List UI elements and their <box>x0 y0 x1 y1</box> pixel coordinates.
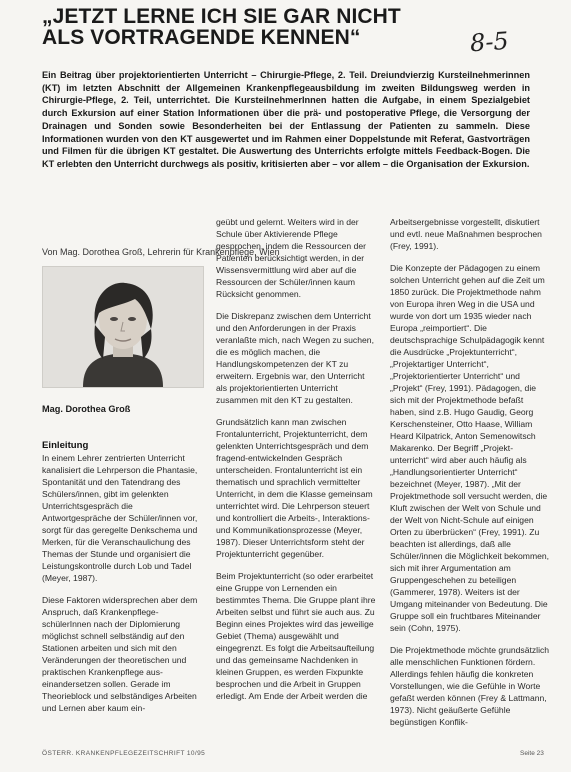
paragraph: Die Diskrepanz zwischen dem Unterricht und den Anforderungen in der Praxis veranlaßte mich, nach Wegen zu suchen, die es möglich machen, die Handlungskompetenzen der KT zu erweitern. Ergebnis war, den Unterricht als projektorientierten Unterricht zusammen mit den KT zu gestalten. <box>216 311 374 405</box>
paragraph: Beim Projektunterricht (so oder erarbeitet eine Gruppe von Lernenden ein bestimmtes Thema. Die Gruppe plant ihre Arbeiten selbst und führt sie auch aus. Zu Beginn eines Projektes wird das jeweilige Gebiet (Thema) ausgewählt und eingegrenzt. Es folgt die Arbeitsaufteilung und das gemeinsame Nachdenken in kleinen Gruppen, es werden Fixpunkte besprochen und die Arbeit in Gruppen erledigt. Am Ende der Arbeit werden die <box>216 571 376 701</box>
author-photo <box>42 266 204 388</box>
section-heading: Einleitung <box>42 440 89 451</box>
publication-footer: ÖSTERR. KRANKENPFLEGEZEITSCHRIFT 10/95 <box>42 750 206 757</box>
column-3 <box>390 216 550 738</box>
photo-caption: Mag. Dorothea Groß <box>42 404 131 414</box>
paragraph: Die Projektmethode möchte grundsätzlich alle menschlichen Funktionen fördern. Allerdings fehlen häufig die konkreten Vorstellungen, wie die Gefühle in Worte gefaßt werden können (Frey & Lattmann, 1973). Nicht geäußerte Gefühle begünstigen Konflik- <box>390 645 550 727</box>
column-2 <box>216 216 376 712</box>
column-1 <box>42 440 202 724</box>
page-number: Seite 23 <box>520 750 544 757</box>
paragraph: Grundsätzlich kann man zwischen Frontalunterricht, Projektunterricht, dem gelenkten Unterrichtsgespräch und dem fragend-entwickelnden Gespräch unterscheiden. Frontalunterricht ist ein thematisch und sprachlich vermittelter Unterricht, in dem die Klasse gemeinsam unterrichtet wird. Die Lehrperson steuert und kontrolliert die Arbeits-, Interaktions- und Kommunikationsprozesse (Meyer, 1987). Dieser Unterrichtsform steht der Projektunterricht gegenüber. <box>216 417 373 559</box>
handwritten-note: 8-5 <box>469 26 510 58</box>
portrait-image <box>43 267 203 387</box>
lead-paragraph: Ein Beitrag über projektorientierten Unterricht – Chirurgie-Pflege, 2. Teil. Dreiundvierzig Kursteilnehmerinnen (KT) im letzten Abschnitt der Allgemeinen Krankenpflegeausbildung im zweiten Bildungsweg werden in Chirurgie-Pflege, 2. Teil, unterrichtet. Die KursteilnehmerInnen hatten die Aufgabe, in einem Spezialgebiet durch Exkursion auf einer Station Informationen über die prä- und postoperative Pflege, die Versorgung der Drainagen und Sonden sowie Besonderheiten bei der Entlassung der Patienten zu sammeln. Diese Informationen wurden von den KT ausgewertet und im Rahmen einer Doppelstunde mit Referat, Gastvorträgen und Filmen für die übrigen KT gestaltet. Die Auswertung des Unterrichts erfolgte mittels Feedback-Bogen. Die KT erlebten den Unterricht durchwegs als positiv, kritisierten aber – vor allem – die Organisation der Exkursion. <box>42 70 530 169</box>
article-title: „JETZT LERNE ICH SIE GAR NICHT ALS VORTRAGENDE KENNEN“ <box>42 5 401 50</box>
paragraph: In einem Lehrer zentrierten Unterricht kanalisiert die Lehrperson die Phantasie, Spontanität und den Tatendrang des Schülers/innen, gibt im gelenkten Unterrichtsgespräch die Antwortgespräche der Schüler/innen vor, sorgt für das geregelte Denkschema und Merken, für die Veranschaulichung des Themas der Stunde und organisiert die Leistungskontrolle durch Lob und Tadel (Meyer, 1987). <box>42 453 198 583</box>
paragraph: geübt und gelernt. Weiters wird in der Schule über Aktivierende Pflege gesprochen, indem die Ressourcen der Patienten berücksichtigt werden, in der Wissensvermittlung wird aber auf die Ressourcen der Schüler/innen kaum Rücksicht genommen. <box>216 217 367 299</box>
paragraph: Diese Faktoren widersprechen aber dem Anspruch, daß Krankenpflege-schülerInnen nach der Diplomierung möglichst schnell selbständig auf den Stationen arbeiten und sich mit den Veränderungen der theoretischen und praktischen Krankenpflege aus-einandersetzen sollen. Gerade im Theorieblock und selbständiges Arbeiten und Lernen aber kaum ein- <box>42 595 198 713</box>
paragraph: Arbeitsergebnisse vorgestellt, diskutiert und evtl. neue Maßnahmen besprochen (Frey, 1991). <box>390 217 542 251</box>
paragraph: Die Konzepte der Pädagogen zu einem solchen Unterricht gehen auf die Zeit um 1850 zurück. Die Projektmethode nahm von Europa ihren Weg in die USA und wurde von dort um 1935 wieder nach Europa „reimportiert“. Die deutschsprachige Schulpädagogik kennt die Ausdrücke „Projektunterricht“, „Projektartiger Unterricht“, „Projektorientierter Unterricht“ und „Projekt“ (Frey, 1991). Pädagogen, die sich mit der Projektmethode befaßt haben, sind z.B. Hugo Gaudig, Georg Kerschensteiner, Otto Haase, William Heard Kilpatrick, Anton Semenowitsch Makarenko. Der Begriff „Projekt-unterricht“ wird aber auch häufig als „Handlungsorientierter Unterricht“ bezeichnet (Meyer, 1987). „Mit der Projektmethode soll versucht werden, die Kluft zwischen der Welt von Schule und der Welt von Nicht-Schule auf einigen Orten zu überbrücken“ (Frey, 1991). Zu beachten ist allerdings, daß alle Schüler/innen die Möglichkeit bekommen, sich mit ihrer Argumentation am Gruppengeschehen zu beteiligen (Gammerer, 1978). Weiters ist der Umgang miteinander von Bedeutung. Die Gruppe soll ein fruchtbares Miteinander sein (Cohn, 1975). <box>390 263 550 633</box>
author-line: Von Mag. Dorothea Groß, Lehrerin für Krankenpflege, Wien <box>42 247 280 257</box>
